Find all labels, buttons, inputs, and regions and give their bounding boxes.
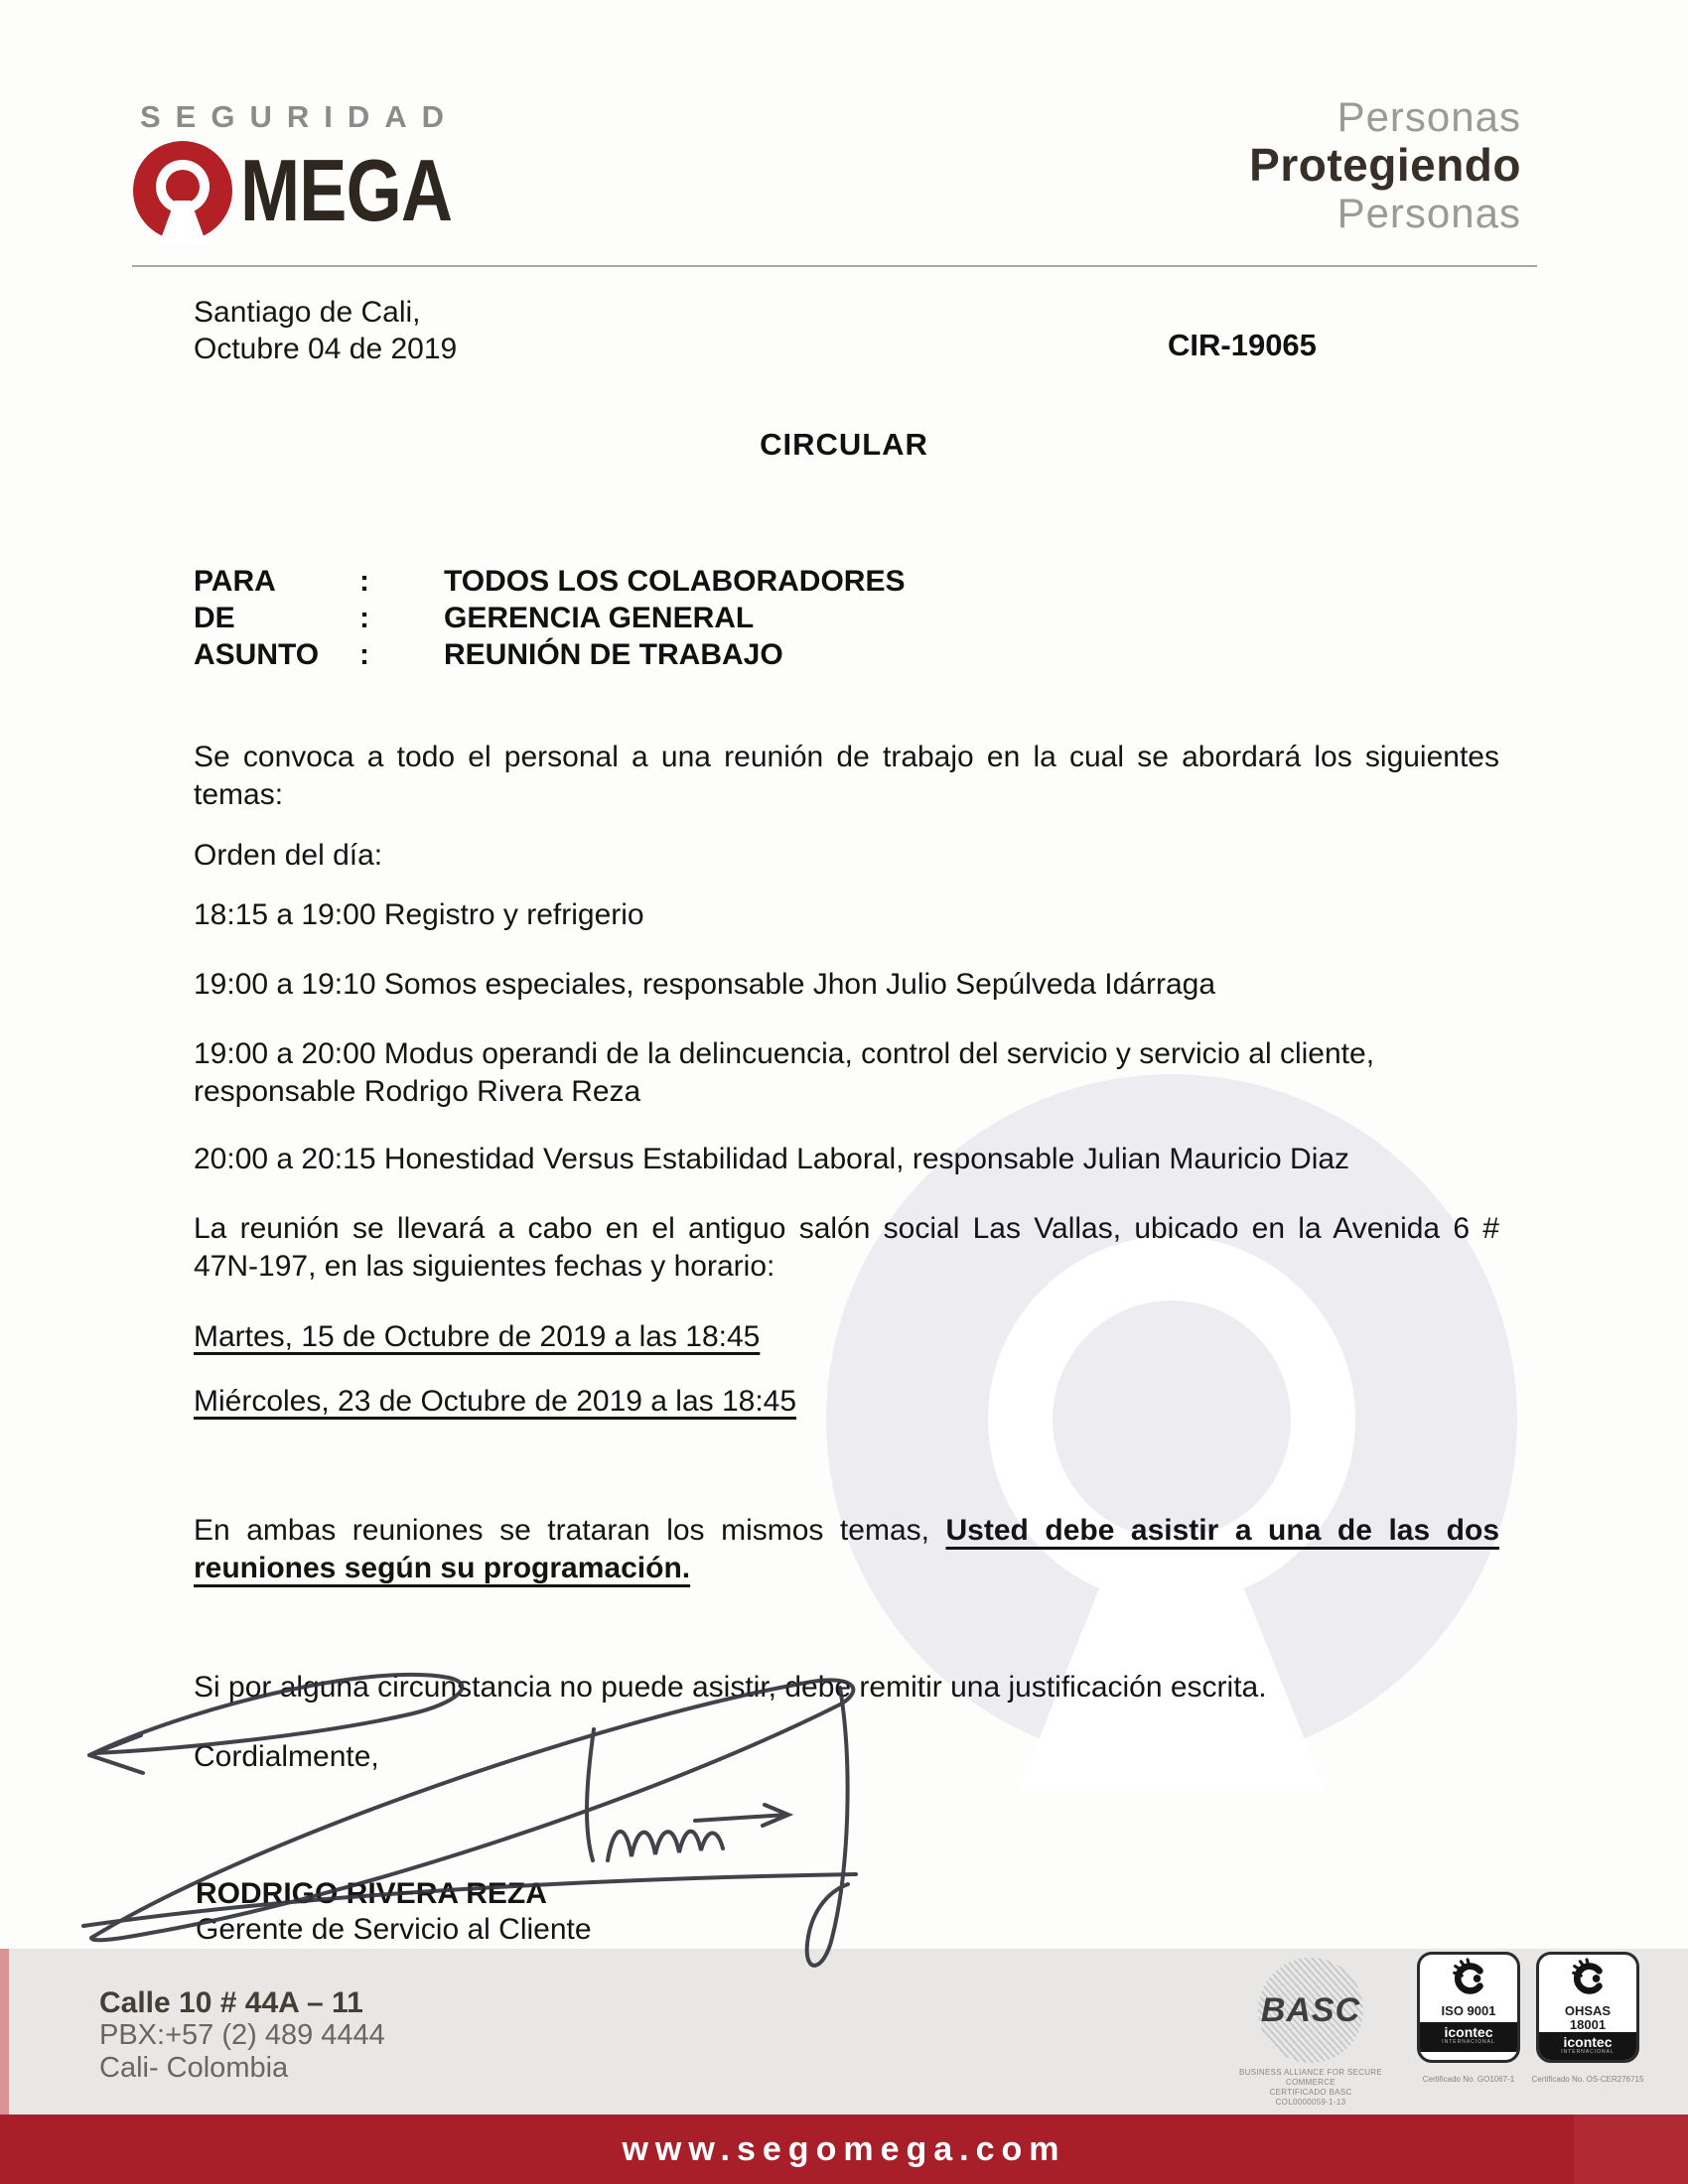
intro-line-2: temas: [194,778,284,811]
basc-caption-1: BUSINESS ALLIANCE FOR SECURE COMMERCE [1239,2068,1382,2087]
closing-line: Cordialmente, [194,1740,379,1773]
ohsas-standard-label-2: 18001 [1569,2017,1607,2032]
address-line-1: Calle 10 # 44A – 11 [99,1986,363,2019]
justification-line: Si por alguna circunstancia no puede asistir, debe remitir una justificación escrita. [194,1671,1267,1704]
basc-caption-2: CERTIFICADO BASC [1269,2088,1352,2097]
header-divider [132,265,1537,267]
signer-title: Gerente de Servicio al Cliente [196,1913,592,1946]
document-type-title: CIRCULAR [760,427,928,462]
emphasis-normal-text: En ambas reuniones se trataran los mismos temas, [194,1514,946,1547]
icontec-band [1539,2032,1636,2062]
recipient-value: REUNIÓN DE TRABAJO [444,638,783,671]
recipient-label: DE [194,602,235,634]
iso-certificate-number: Certificado No. GO1067-1 [1422,2075,1515,2084]
tagline-line-2: Protegiendo [1249,139,1521,191]
recipient-value: TODOS LOS COLABORADORES [444,565,906,598]
logo-omega-text: MEGA [240,141,453,239]
address-line-2: PBX:+57 (2) 489 4444 [99,2019,385,2051]
agenda-item-3-line-2: responsable Rodrigo Rivera Reza [194,1075,641,1108]
omega-logo-icon [129,139,236,246]
signer-name: RODRIGO RIVERA REZA [196,1877,547,1910]
basc-caption-3: COL0000059-1-13 [1275,2098,1346,2107]
tagline-line-1: Personas [1336,93,1521,140]
emphasis-line-1 [194,1511,1499,1551]
iso-standard-label: ISO 9001 [1441,2003,1496,2018]
recipient-row-asunto [194,635,783,675]
icontec-icon [1567,1958,1609,1999]
icontec-band [1420,2022,1517,2052]
circular-number: CIR-19065 [1168,328,1317,362]
icontec-label: icontec [1444,2024,1493,2040]
agenda-item-4: 20:00 a 20:15 Honestidad Versus Estabilidad Laboral, responsable Julian Mauricio Diaz [194,1143,1350,1175]
basc-label: BASC [1260,1990,1361,2029]
ohsas-certificate-number: Certificado No. OS-CER276715 [1531,2075,1644,2084]
basc-icon [1258,1958,1363,2063]
icontec-label: icontec [1563,2034,1613,2050]
recipient-separator: : [359,565,369,598]
footer-address [99,1986,385,2085]
meeting-date-1 [194,1317,1499,1357]
location-line-1: La reunión se llevará a cabo en el antiguo salón social Las Vallas, ubicado en la Avenida 6 # [194,1212,1499,1245]
recipient-separator: : [359,638,369,671]
basc-certification [1213,1958,1408,2108]
date-line: Octubre 04 de 2019 [194,333,458,365]
recipient-label: PARA [194,565,276,598]
meeting-date-1-text: Martes, 15 de Octubre de 2019 a las 18:45 [194,1320,761,1353]
recipient-label: ASUNTO [194,638,320,671]
agenda-item-3-line-1: 19:00 a 20:00 Modus operandi de la delincuencia, control del servicio y servicio al cliente, [194,1037,1375,1070]
emphasis-bold-text-2: reuniones según su programación. [194,1552,691,1584]
agenda-title: Orden del día: [194,839,383,872]
ohsas-standard-label-1: OHSAS [1564,2003,1612,2018]
agenda-item-2: 19:00 a 19:10 Somos especiales, responsable Jhon Julio Sepúlveda Idárraga [194,968,1216,1001]
iso-9001-badge [1417,1952,1520,2063]
city-line: Santiago de Cali, [194,296,421,329]
recipient-row-para [194,562,905,602]
meeting-date-2-text: Miércoles, 23 de Octubre de 2019 a las 18:45 [194,1385,797,1418]
company-tagline [1092,93,1521,236]
intro-line-1: Se convoca a todo el personal a una reunión de trabajo en la cual se abordará los siguientes [194,741,1499,773]
address-line-3: Cali- Colombia [99,2052,289,2084]
emphasis-bold-text-1: Usted debe asistir a una de las dos [945,1514,1500,1547]
recipient-separator: : [359,602,369,634]
recipient-row-de [194,599,754,638]
tagline-line-3: Personas [1336,190,1521,236]
location-line-2: 47N-197, en las siguientes fechas y horario: [194,1250,775,1283]
dateline [194,294,457,367]
icontec-sublabel: INTERNACIONAL [1561,2049,1615,2055]
ohsas-18001-badge [1536,1952,1639,2063]
icontec-icon [1448,1958,1489,1999]
agenda-item-1: 18:15 a 19:00 Registro y refrigerio [194,898,644,931]
website-url: www.segomega.com [622,2130,1066,2168]
icontec-sublabel: INTERNACIONAL [1442,2039,1495,2045]
recipient-value: GERENCIA GENERAL [444,602,755,634]
meeting-date-2 [194,1382,1499,1422]
logo-seguridad-text: SEGURIDAD [140,99,460,134]
emphasis-line-2 [194,1549,1499,1588]
